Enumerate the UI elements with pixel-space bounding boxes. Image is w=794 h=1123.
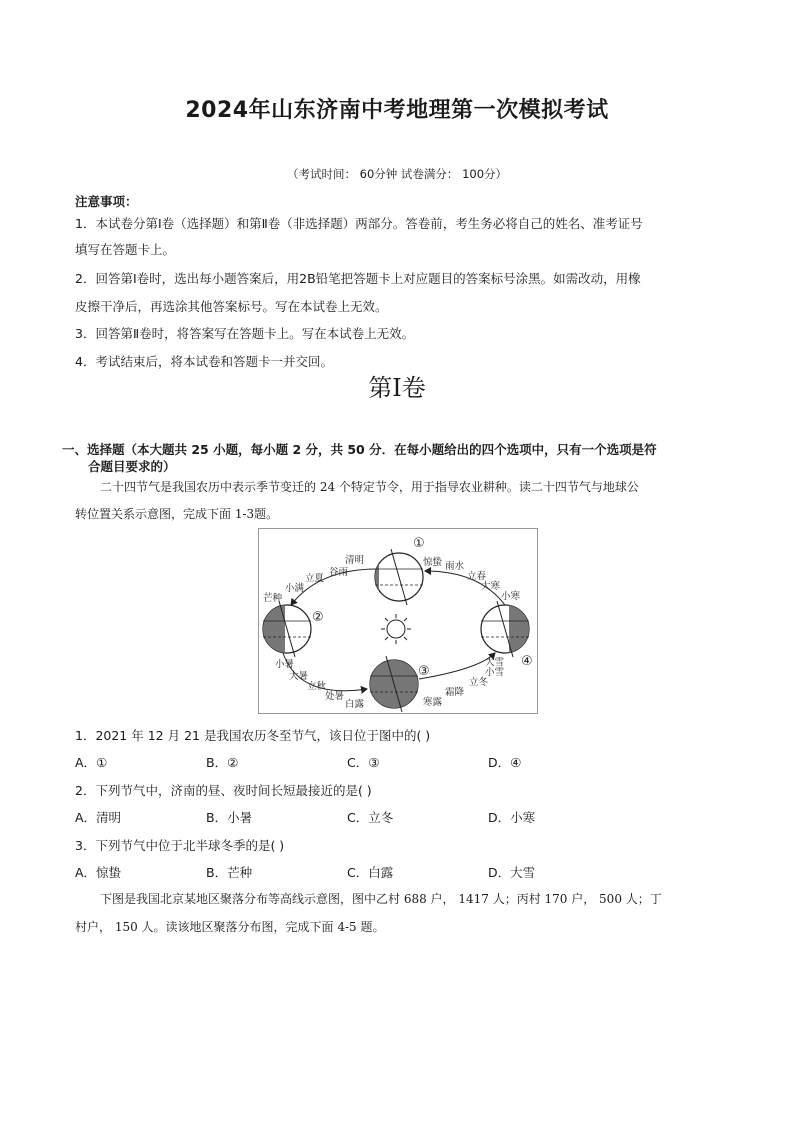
section-heading-line-1: 一、选择题（本大题共 25 小题，每小题 2 分，共 50 分．在每小题给出的四个选项中，只有一个选项是符 [62,442,657,457]
exam-meta: （考试时间： 60分钟 试卷满分： 100分） [286,167,508,181]
term-hanlu: 寒露 [423,697,443,708]
volume-title: 第Ⅰ卷 [368,374,426,402]
question-3-option-b: B．芒种 [206,865,253,880]
question-3-option-a: A．惊蛰 [75,865,122,880]
term-qingming: 清明 [345,555,365,566]
question-2-option-a: A．清明 [75,810,122,825]
question-1-option-d: D．④ [488,755,522,770]
term-xiaoman: 小满 [285,583,305,594]
intro-2-line-2: 村户， 150 人。读该地区聚落分布图，完成下面 4-5 题。 [75,920,385,934]
earth-position-3 [370,656,418,712]
orbit-arrow-3 [419,653,495,679]
question-2: 2．下列节气中，济南的昼、夜时间长短最接近的是( ) [75,783,372,798]
term-liqiu: 立秋 [307,681,327,692]
marker-2: ② [312,610,324,625]
term-chushu: 处暑 [325,691,345,702]
term-guyu: 谷雨 [329,567,349,578]
marker-4: ④ [521,654,533,669]
question-2-option-b: B．小暑 [206,810,253,825]
intro-1-line-1: 二十四节气是我国农历中表示季节变迁的 24 个特定节令，用于指导农业耕种。读二十四节气与地球公 [100,480,639,494]
solar-terms-orbit-figure [258,528,538,714]
earth-position-4 [481,601,531,657]
term-shuangjiang: 霜降 [445,687,465,698]
question-3-option-c: C．白露 [347,865,394,880]
question-3: 3．下列节气中位于北半球冬季的是( ) [75,838,285,853]
marker-1: ① [413,536,425,551]
term-jingzhe: 惊蛰 [423,557,443,568]
question-1-option-a: A．① [75,755,108,770]
notice-item-2-line-2: 皮擦干净后，再选涂其他答案标号。写在本试卷上无效。 [75,299,388,314]
question-1-option-c: C．③ [347,755,380,770]
intro-2-line-1: 下图是我国北京某地区聚落分布等高线示意图，图中乙村 688 户， 1417 人；丙村 170 户， 500 人；丁 [100,892,662,906]
marker-3: ③ [418,664,430,679]
term-lixia: 立夏 [305,573,325,584]
term-xiaohan: 小寒 [501,591,521,602]
orbit-diagram [259,529,537,713]
sun-icon [381,614,411,644]
notice-item-1-line-1: 1．本试卷分第Ⅰ卷（选择题）和第Ⅱ卷（非选择题）两部分。答卷前，考生务必将自己的姓名、准考证号 [75,216,643,231]
earth-position-1 [369,549,423,609]
term-bailu: 白露 [345,699,365,710]
notice-item-3: 3．回答第Ⅱ卷时，将答案写在答题卡上。写在本试卷上无效。 [75,326,415,341]
term-dahan: 大寒 [481,581,501,592]
earth-position-2 [263,601,311,657]
term-mangzhong: 芒种 [263,593,283,604]
term-xiaoxue: 小雪 [485,667,505,678]
term-xiaoshu: 小暑 [275,659,295,670]
notice-item-2-line-1: 2．回答第Ⅰ卷时，选出每小题答案后，用2B铅笔把答题卡上对应题目的答案标号涂黑。如需改动，用橡 [75,271,641,286]
question-1-option-b: B．② [206,755,239,770]
question-2-option-c: C．立冬 [347,810,394,825]
notice-item-1-line-2: 填写在答题卡上。 [75,242,176,257]
term-yushui: 雨水 [445,561,465,572]
notice-heading: 注意事项： [75,194,138,209]
term-dashu: 大暑 [289,671,309,682]
notice-item-4: 4．考试结束后，将本试卷和答题卡一并交回。 [75,354,333,369]
term-lidong: 立冬 [469,677,489,688]
exam-title: 2024年山东济南中考地理第一次模拟考试 [185,98,609,123]
term-lichun: 立春 [467,571,487,582]
question-2-option-d: D．小寒 [488,810,536,825]
intro-1-line-2: 转位置关系示意图，完成下面 1-3题。 [75,507,279,521]
section-heading-line-2: 合题目要求的） [88,459,176,474]
question-3-option-d: D．大雪 [488,865,536,880]
question-1: 1．2021 年 12 月 21 是我国农历冬至节气，该日位于图中的( ) [75,728,431,743]
term-daxue: 大雪 [485,657,505,668]
